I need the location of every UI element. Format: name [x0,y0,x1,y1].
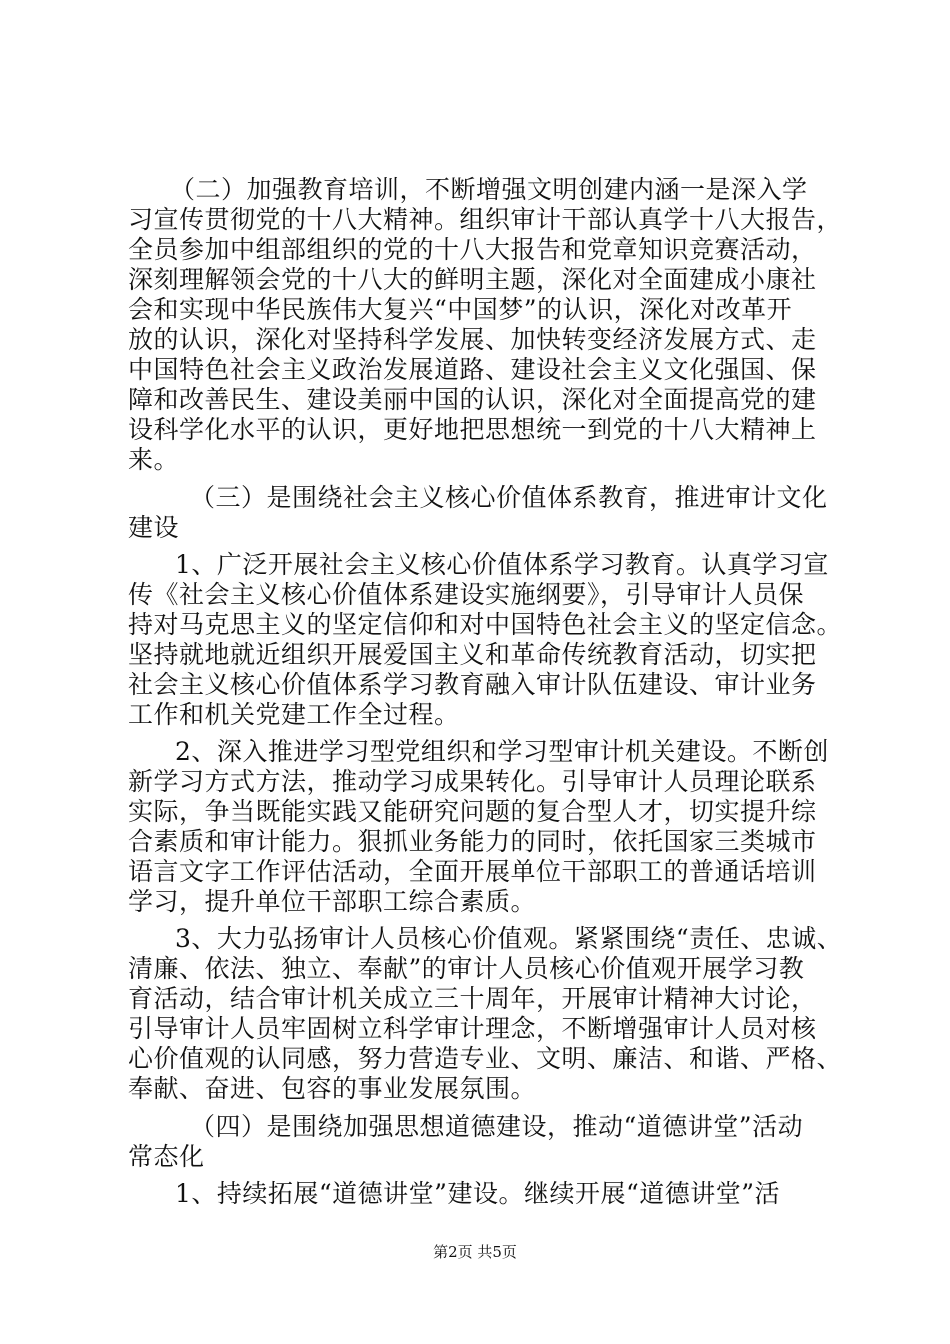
text-line: 清廉、依法、独立、奉献”的审计人员核心价值观开展学习教 [128,954,805,983]
page-footer: 第2页 共5页 [433,1243,517,1261]
text-line: 新学习方式方法，推动学习成果转化。引导审计人员理论联系 [128,767,817,796]
text-line: 坚持就地就近组织开展爱国主义和革命传统教育活动，切实把 [128,640,817,669]
text-line: （四）是围绕加强思想道德建设，推动“道德讲堂”活动 [190,1112,804,1141]
text-line: 来。 [128,445,180,474]
text-line: 学习，提升单位干部职工综合素质。 [128,887,537,916]
text-line: 全员参加中组部组织的党的十八大报告和党章知识竞赛活动， [128,235,817,264]
text-line: 常态化 [128,1142,205,1171]
text-line: 实际，争当既能实践又能研究问题的复合型人才，切实提升综 [128,797,817,826]
text-line: （三）是围绕社会主义核心价值体系教育，推进审计文化 [190,483,828,512]
text-line: 工作和机关党建工作全过程。 [128,700,460,729]
text-line: 习宣传贯彻党的十八大精神。组织审计干部认真学十八大报告， [128,205,843,234]
text-line: 障和改善民生、建设美丽中国的认识，深化对全面提高党的建 [128,385,817,414]
text-line: 语言文字工作评估活动，全面开展单位干部职工的普通话培训 [128,857,817,886]
text-line: 建设 [128,513,180,542]
text-line: 中国特色社会主义政治发展道路、建设社会主义文化强国、保 [128,355,817,384]
text-line: 引导审计人员牢固树立科学审计理念，不断增强审计人员对核 [128,1014,817,1043]
text-line: 1、持续拓展“道德讲堂”建设。继续开展“道德讲堂”活 [175,1179,781,1208]
text-line: 深刻理解领会党的十八大的鲜明主题，深化对全面建成小康社 [128,265,817,294]
text-line: 心价值观的认同感，努力营造专业、文明、廉洁、和谐、严格、 [128,1044,843,1073]
text-line: 社会主义核心价值体系学习教育融入审计队伍建设、审计业务 [128,670,817,699]
text-line: 1、广泛开展社会主义核心价值体系学习教育。认真学习宣 [175,550,829,579]
text-line: 2、深入推进学习型党组织和学习型审计机关建设。不断创 [175,737,829,766]
text-line: （二）加强教育培训，不断增强文明创建内涵一是深入学 [170,175,808,204]
text-line: 育活动，结合审计机关成立三十周年，开展审计精神大讨论， [128,984,817,1013]
text-line: 传《社会主义核心价值体系建设实施纲要》，引导审计人员保 [128,580,805,609]
text-line: 会和实现中华民族伟大复兴“中国梦”的认识，深化对改革开 [128,295,793,324]
text-line: 设科学化水平的认识，更好地把思想统一到党的十八大精神上 [128,415,817,444]
text-line: 合素质和审计能力。狠抓业务能力的同时，依托国家三类城市 [128,827,817,856]
text-line: 放的认识，深化对坚持科学发展、加快转变经济发展方式、走 [128,325,817,354]
text-line: 持对马克思主义的坚定信仰和对中国特色社会主义的坚定信念。 [128,610,843,639]
text-line: 3、大力弘扬审计人员核心价值观。紧紧围绕“责任、忠诚、 [175,924,843,953]
text-line: 奉献、奋进、包容的事业发展氛围。 [128,1074,537,1103]
